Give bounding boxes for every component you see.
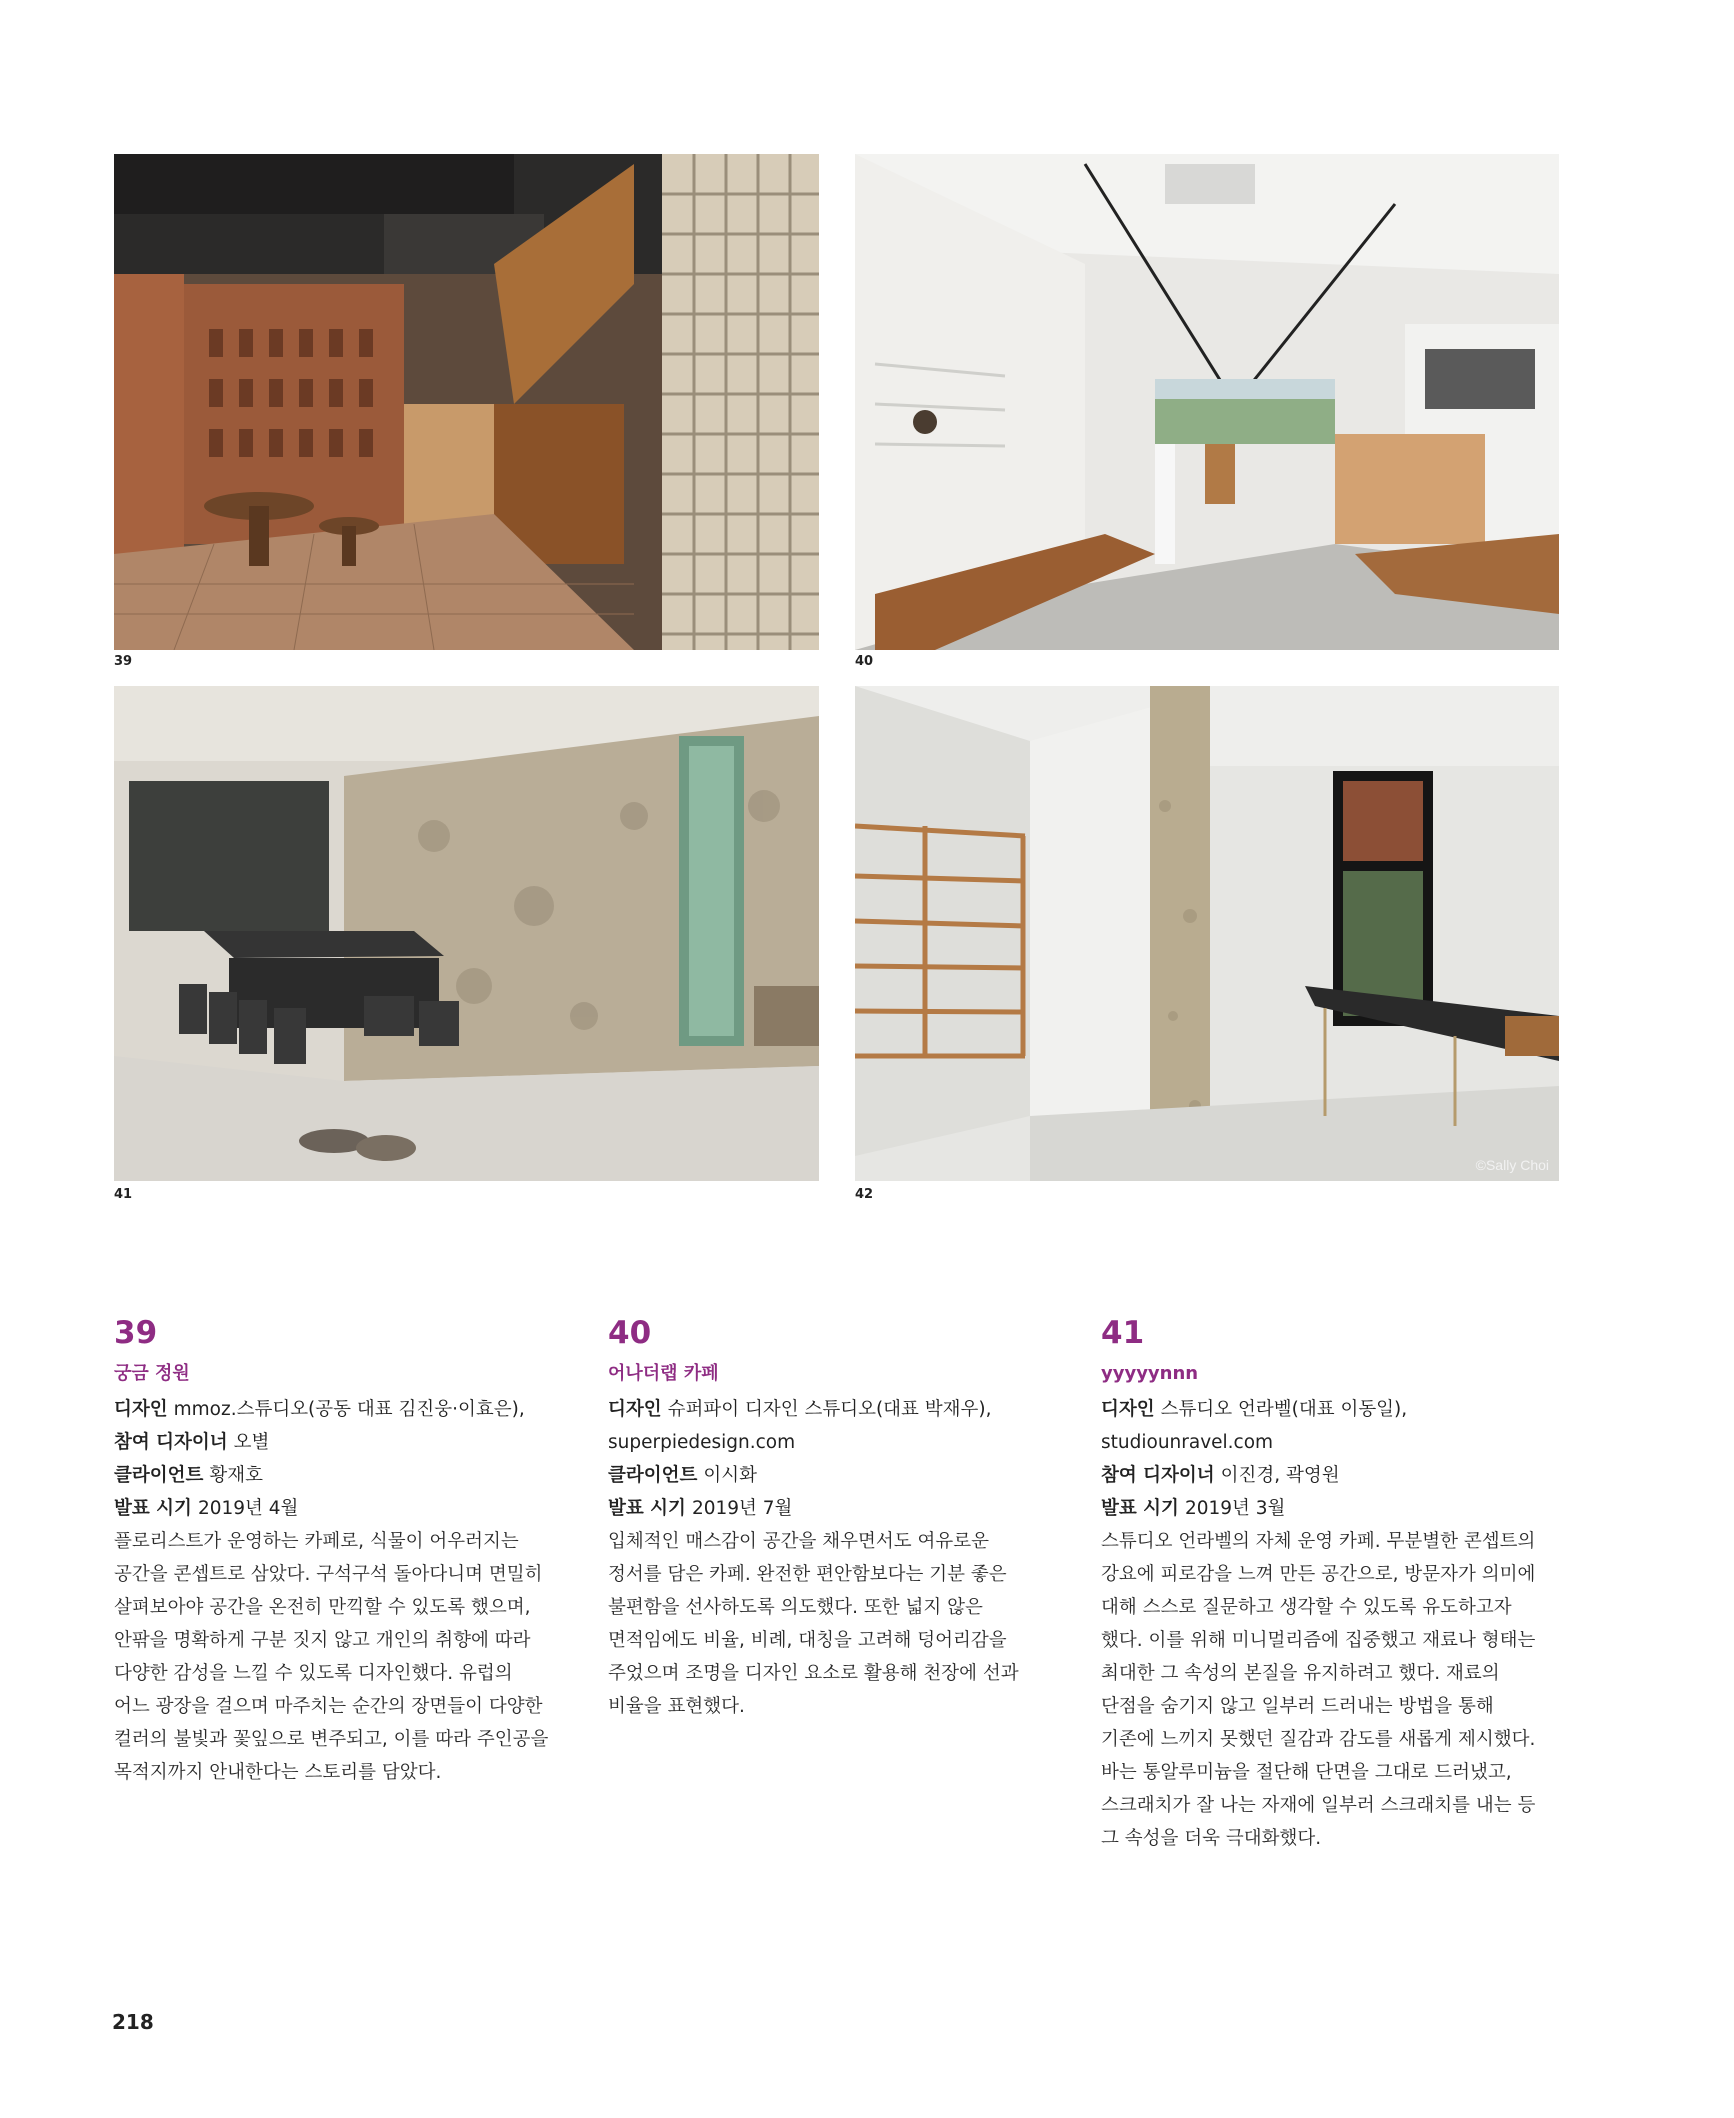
cafe-interior-concrete-photo-icon (114, 686, 819, 1181)
desc-line: 했다. 이를 위해 미니멀리즘에 집중했고 재료나 형태는 (1101, 1630, 1536, 1651)
meta-value: 2019년 7월 (691, 1498, 793, 1519)
entry-39 (114, 1315, 584, 1789)
meta-label: 디자인 (608, 1399, 662, 1420)
figure-number-42: 42 (855, 1187, 874, 1202)
meta-row (608, 1492, 1078, 1525)
desc-line: 대해 스스로 질문하고 생각할 수 있도록 유도하고자 (1101, 1597, 1512, 1618)
entry-41 (1101, 1315, 1601, 1855)
entry-title: yyyyynnn (1101, 1363, 1199, 1384)
meta-row (114, 1492, 584, 1525)
cafe-interior-brick-photo-icon (114, 154, 819, 650)
meta-value: 2019년 3월 (1184, 1498, 1286, 1519)
desc-line: 플로리스트가 운영하는 카페로, 식물이 어우러지는 (114, 1531, 519, 1552)
meta-row (114, 1393, 584, 1426)
desc-line: 면적임에도 비율, 비례, 대칭을 고려해 덩어리감을 (608, 1630, 1007, 1651)
photo-39 (114, 154, 819, 650)
meta-value: 이시화 (703, 1465, 757, 1486)
desc-line: 어느 광장을 걸으며 마주치는 순간의 장면들이 다양한 (114, 1696, 543, 1717)
meta-row (1101, 1459, 1601, 1492)
desc-line: 단점을 숨기지 않고 일부러 드러내는 방법을 통해 (1101, 1696, 1494, 1717)
meta-row (608, 1459, 1078, 1492)
entry-number: 39 (114, 1315, 158, 1351)
desc-line: 공간을 콘셉트로 삼았다. 구석구석 돌아다니며 면밀히 (114, 1564, 543, 1585)
meta-value: 2019년 4월 (197, 1498, 299, 1519)
entry-number: 40 (608, 1315, 652, 1351)
meta-row (1101, 1393, 1601, 1426)
entry-meta (114, 1393, 584, 1525)
meta-value: 슈퍼파이 디자인 스튜디오(대표 박재우), (667, 1399, 992, 1420)
desc-line: 입체적인 매스감이 공간을 채우면서도 여유로운 (608, 1531, 989, 1552)
entry-meta (1101, 1393, 1601, 1525)
desc-line: 강요에 피로감을 느껴 만든 공간으로, 방문자가 의미에 (1101, 1564, 1536, 1585)
desc-line: 스튜디오 언라벨의 자체 운영 카페. 무분별한 콘셉트의 (1101, 1531, 1536, 1552)
desc-line: 정서를 담은 카페. 완전한 편안함보다는 기분 좋은 (608, 1564, 1007, 1585)
meta-row (1101, 1492, 1601, 1525)
page-number: 218 (112, 2010, 154, 2034)
entry-40 (608, 1315, 1078, 1723)
desc-line: 주었으며 조명을 디자인 요소로 활용해 천장에 선과 (608, 1663, 1019, 1684)
entry-meta (608, 1393, 1078, 1525)
desc-line: 비율을 표현했다. (608, 1696, 745, 1717)
desc-line: 다양한 감성을 느낄 수 있도록 디자인했다. 유럽의 (114, 1663, 513, 1684)
desc-line: 스크래치가 잘 나는 자재에 일부러 스크래치를 내는 등 (1101, 1795, 1536, 1816)
figure-number-39: 39 (114, 654, 133, 669)
figure-number-41: 41 (114, 1187, 133, 1202)
meta-row (114, 1426, 584, 1459)
meta-label: 클라이언트 (114, 1465, 204, 1486)
entry-description (114, 1525, 584, 1789)
desc-line: 그 속성을 더욱 극대화했다. (1101, 1828, 1322, 1849)
meta-label: 발표 시기 (608, 1498, 686, 1519)
meta-row (608, 1393, 1078, 1426)
meta-label: 디자인 (1101, 1399, 1155, 1420)
meta-value: 이진경, 곽영원 (1220, 1465, 1340, 1486)
photo-credit: ©Sally Choi (1475, 1157, 1549, 1173)
photo-41 (114, 686, 819, 1181)
meta-value: mmoz.스튜디오(공동 대표 김진웅·이효은), (173, 1399, 525, 1420)
figure-number-40: 40 (855, 654, 874, 669)
desc-line: 바는 통알루미늄을 절단해 단면을 그대로 드러냈고, (1101, 1762, 1512, 1783)
entry-title: 궁금 정원 (114, 1363, 190, 1384)
desc-line: 기존에 느끼지 못했던 질감과 감도를 새롭게 제시했다. (1101, 1729, 1536, 1750)
entry-title: 어나더랩 카페 (608, 1363, 719, 1384)
meta-label: 참여 디자이너 (1101, 1465, 1215, 1486)
meta-value: 스튜디오 언라벨(대표 이동일), (1160, 1399, 1408, 1420)
meta-row (1101, 1426, 1601, 1459)
meta-label: 클라이언트 (608, 1465, 698, 1486)
desc-line: 불편함을 선사하도록 의도했다. 또한 넓지 않은 (608, 1597, 983, 1618)
meta-value: 오별 (233, 1432, 270, 1453)
desc-line: 최대한 그 속성의 본질을 유지하려고 했다. 재료의 (1101, 1663, 1500, 1684)
cafe-interior-white-photo-icon (855, 154, 1559, 650)
photo-42 (855, 686, 1559, 1181)
cafe-interior-column-photo-icon (855, 686, 1559, 1181)
meta-value: superpiedesign.com (608, 1432, 796, 1453)
meta-row (608, 1426, 1078, 1459)
meta-label: 발표 시기 (114, 1498, 192, 1519)
desc-line: 안팎을 명확하게 구분 짓지 않고 개인의 취향에 따라 (114, 1630, 531, 1651)
meta-value: studiounravel.com (1101, 1432, 1274, 1453)
meta-label: 참여 디자이너 (114, 1432, 228, 1453)
meta-label: 디자인 (114, 1399, 168, 1420)
entry-description (1101, 1525, 1601, 1855)
desc-line: 살펴보아야 공간을 온전히 만끽할 수 있도록 했으며, (114, 1597, 531, 1618)
meta-label: 발표 시기 (1101, 1498, 1179, 1519)
photo-40 (855, 154, 1559, 650)
entry-number: 41 (1101, 1315, 1145, 1351)
meta-row (114, 1459, 584, 1492)
desc-line: 목적지까지 안내한다는 스토리를 담았다. (114, 1762, 442, 1783)
meta-value: 황재호 (209, 1465, 263, 1486)
entry-description (608, 1525, 1078, 1723)
desc-line: 컬러의 불빛과 꽃잎으로 변주되고, 이를 따라 주인공을 (114, 1729, 549, 1750)
